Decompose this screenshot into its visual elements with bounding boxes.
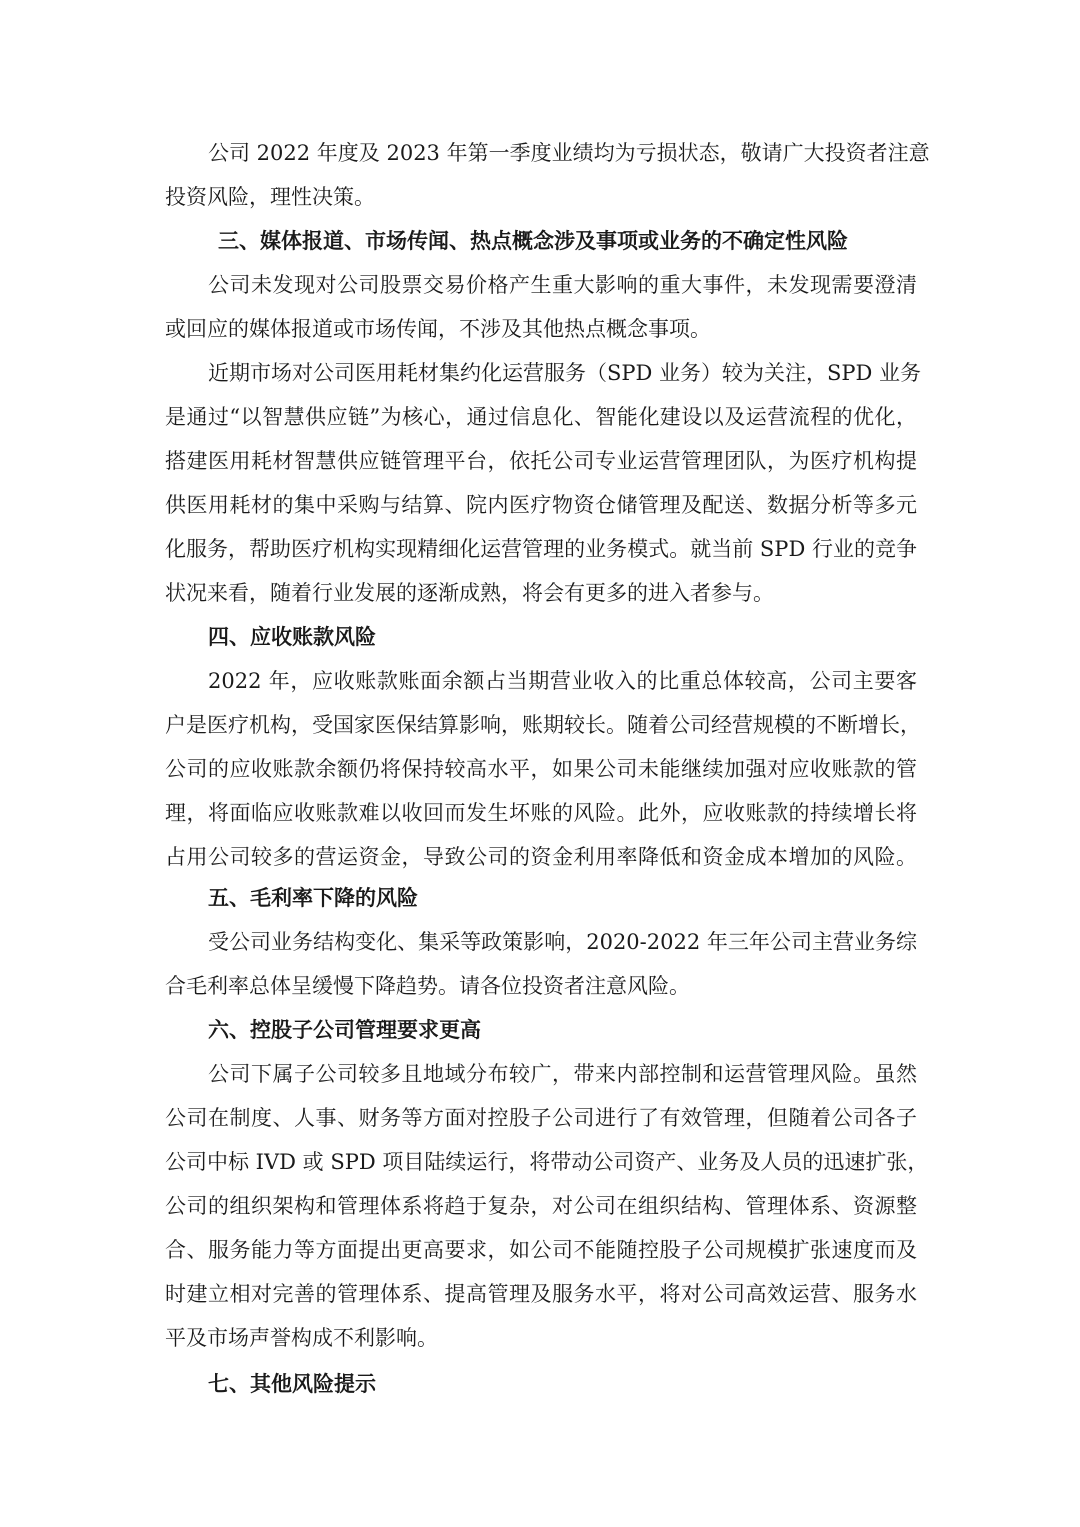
paragraph-line: 户是医疗机构，受国家医保结算影响，账期较长。随着公司经营规模的不断增长， [165,713,921,737]
paragraph-line: 供医用耗材的集中采购与结算、院内医疗物资仓储管理及配送、数据分析等多元 [165,493,917,517]
paragraph-line: 或回应的媒体报道或市场传闻，不涉及其他热点概念事项。 [165,317,711,341]
paragraph-line: 投资风险，理性决策。 [165,185,375,209]
paragraph-line: 搭建医用耗材智慧供应链管理平台，依托公司专业运营管理团队，为医疗机构提 [165,449,917,473]
section-heading-3: 三、媒体报道、市场传闻、热点概念涉及事项或业务的不确定性风险 [218,229,848,253]
paragraph-line: 公司下属子公司较多且地域分布较广，带来内部控制和运营管理风险。虽然 [208,1062,917,1086]
section-heading-4: 四、应收账款风险 [208,625,376,649]
paragraph-line: 平及市场声誉构成不利影响。 [165,1326,438,1350]
paragraph-line: 公司在制度、人事、财务等方面对控股子公司进行了有效管理，但随着公司各子 [165,1106,917,1130]
paragraph-line: 合毛利率总体呈缓慢下降趋势。请各位投资者注意风险。 [165,974,690,998]
paragraph-line: 近期市场对公司医用耗材集约化运营服务（SPD 业务）较为关注，SPD 业务 [208,361,922,385]
paragraph-line: 公司未发现对公司股票交易价格产生重大影响的重大事件，未发现需要澄清 [208,273,917,297]
paragraph-line: 2022 年，应收账款账面余额占当期营业收入的比重总体较高，公司主要客 [208,669,917,693]
section-heading-7: 七、其他风险提示 [208,1372,376,1396]
paragraph-line: 状况来看，随着行业发展的逐渐成熟，将会有更多的进入者参与。 [165,581,774,605]
paragraph-line: 理，将面临应收账款难以收回而发生坏账的风险。此外，应收账款的持续增长将 [165,801,917,825]
paragraph-line: 公司的组织架构和管理体系将趋于复杂，对公司在组织结构、管理体系、资源整 [165,1194,917,1218]
paragraph-line: 公司的应收账款余额仍将保持较高水平，如果公司未能继续加强对应收账款的管 [165,757,917,781]
section-heading-5: 五、毛利率下降的风险 [208,886,418,910]
section-heading-6: 六、控股子公司管理要求更高 [208,1018,481,1042]
paragraph-line: 公司中标 IVD 或 SPD 项目陆续运行，将带动公司资产、业务及人员的迅速扩张， [165,1150,929,1174]
paragraph-line: 受公司业务结构变化、集采等政策影响，2020-2022 年三年公司主营业务综 [208,930,917,954]
paragraph-line: 合、服务能力等方面提出更高要求，如公司不能随控股子公司规模扩张速度而及 [165,1238,917,1262]
paragraph-line: 化服务，帮助医疗机构实现精细化运营管理的业务模式。就当前 SPD 行业的竞争 [165,537,917,561]
paragraph-line: 占用公司较多的营运资金，导致公司的资金利用率降低和资金成本增加的风险。 [165,845,917,869]
paragraph-line: 时建立相对完善的管理体系、提高管理及服务水平，将对公司高效运营、服务水 [165,1282,917,1306]
paragraph-line: 公司 2022 年度及 2023 年第一季度业绩均为亏损状态，敬请广大投资者注意 [208,141,930,165]
paragraph-line: 是通过“以智慧供应链”为核心，通过信息化、智能化建设以及运营流程的优化， [165,405,917,429]
